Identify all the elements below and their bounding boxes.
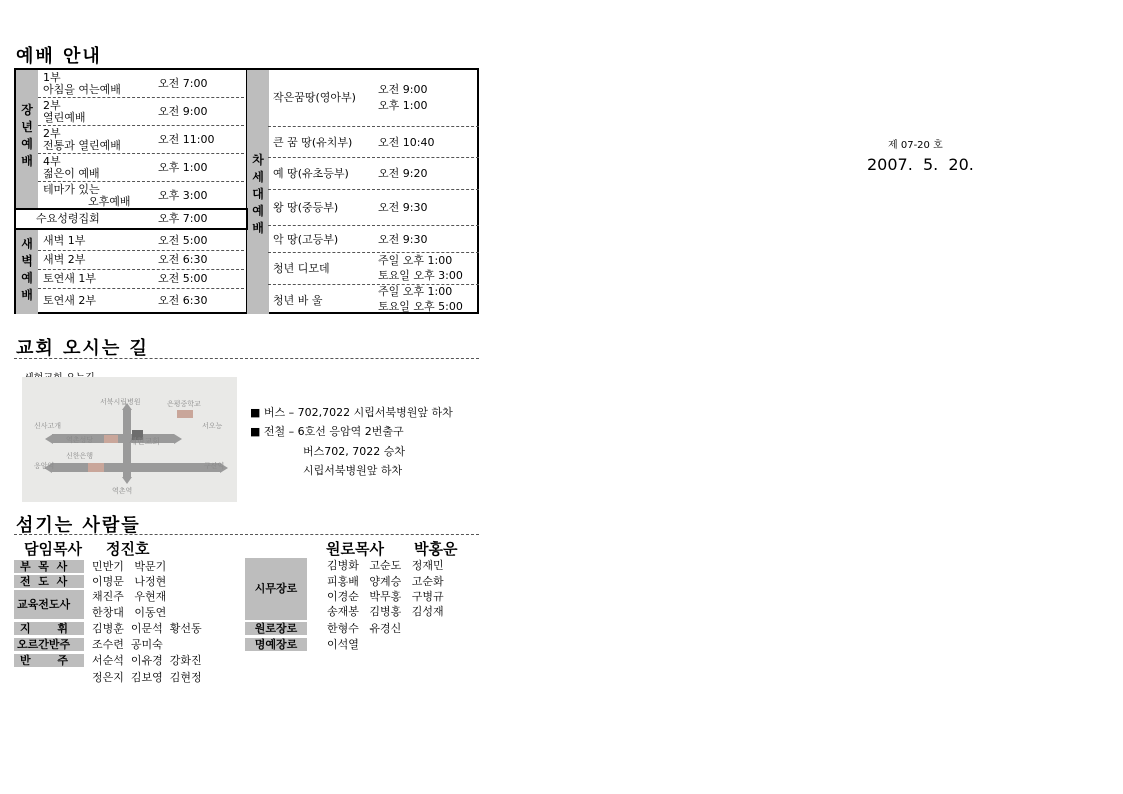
sunday-row-1-name: 아침을 여는예배 xyxy=(43,83,121,96)
staff-label-honorary-elders: 명예장로 xyxy=(245,638,307,651)
staff-value-active-elders-3: 이경순 박무홍 구병규 xyxy=(327,590,444,603)
next-gen-row-6-time1: 주일 오후 1:00 xyxy=(378,254,453,267)
map-label-church: 세현교회 xyxy=(129,437,160,446)
sunday-row-3-part: 2부 xyxy=(43,127,61,140)
dawn-row-1-time: 오전 5:00 xyxy=(158,234,208,247)
sunday-row-4-part: 4부 xyxy=(43,155,61,168)
map-label-yeokchon: 역촌역 xyxy=(112,487,133,495)
directions-section-title: 교회 오시는 길 xyxy=(16,338,149,359)
staff-label-accompanist: 반 주 xyxy=(14,654,84,667)
dawn-row-2-time: 오전 6:30 xyxy=(158,253,208,266)
next-gen-row-1-time1: 오전 9:00 xyxy=(378,83,428,96)
next-gen-row-4-time1: 오전 9:30 xyxy=(378,201,428,214)
staff-value-evangelist: 이명문 나정현 xyxy=(92,575,167,588)
subway-directions: ■ 전철 – 6호선 응암역 2번출구 xyxy=(250,425,404,438)
subway-stop-directions: 시립서북병원앞 하차 xyxy=(303,464,403,477)
sunday-row-5-part: 테마가 있는 xyxy=(43,183,100,196)
staff-value-active-elders-2: 피홍배 양계승 고순화 xyxy=(327,575,444,588)
staff-value-education-evangelist-1: 채진주 우현재 xyxy=(92,590,167,603)
staff-value-active-elders-1: 김병화 고순도 정재민 xyxy=(327,559,444,572)
senior-pastor-name: 정진호 xyxy=(106,540,150,558)
sunday-row-2-time: 오전 9:00 xyxy=(158,105,208,118)
wednesday-name: 수요성령집회 xyxy=(36,212,100,225)
staff-value-education-evangelist-2: 한창대 이동연 xyxy=(92,606,167,619)
staff-label-organist: 오르간반주 xyxy=(14,638,84,651)
next-gen-row-2-time1: 오전 10:40 xyxy=(378,136,435,149)
map-label-middle-school: 은평중학교 xyxy=(167,400,201,408)
staff-value-honorary-elders: 이석열 xyxy=(327,638,359,651)
emeritus-pastor-name: 박홍운 xyxy=(414,540,458,558)
staff-value-accompanist-2: 정은지 김보영 김현정 xyxy=(92,671,202,684)
next-gen-row-6-name: 청년 디모데 xyxy=(273,262,330,275)
staff-value-accompanist-1: 서순석 이유경 강화진 xyxy=(92,654,202,667)
dawn-row-3-name: 토연새 1부 xyxy=(43,272,96,285)
next-gen-row-1-time2: 오후 1:00 xyxy=(378,99,428,112)
next-gen-row-4-name: 왕 땅(중등부) xyxy=(273,201,339,214)
dawn-row-1-name: 새벽 1부 xyxy=(43,234,86,247)
map-label-seooreung: 서오능 xyxy=(202,422,223,430)
staff-label-associate-pastor: 부 목 사 xyxy=(14,560,84,573)
map-label-eungam: 응암역 xyxy=(34,462,55,470)
next-gen-row-3-name: 예 땅(유초등부) xyxy=(273,167,349,180)
next-gen-row-1-name: 작은꿈땅(영아부) xyxy=(273,91,356,104)
wednesday-time: 오후 7:00 xyxy=(158,212,208,225)
sunday-row-3-time: 오전 11:00 xyxy=(158,133,215,146)
church-map xyxy=(22,377,237,502)
subway-bus-directions: 버스702, 7022 승차 xyxy=(303,445,405,458)
staff-value-associate-pastor: 민반기 박문기 xyxy=(92,560,167,573)
staff-label-evangelist: 전 도 사 xyxy=(14,575,84,588)
staff-label-education-evangelist: 교육전도사 xyxy=(14,590,84,619)
sunday-row-4-name: 젊은이 예배 xyxy=(43,167,100,180)
sunday-row-5-name: 오후예배 xyxy=(88,195,131,208)
next-gen-row-5-time1: 오전 9:30 xyxy=(378,233,428,246)
sunday-row-1-time: 오전 7:00 xyxy=(158,77,208,90)
sunday-row-2-part: 2부 xyxy=(43,99,61,112)
next-gen-group-label: 차 세 대 예 배 xyxy=(252,153,264,235)
emeritus-pastor-label: 원로목사 xyxy=(326,540,384,558)
senior-pastor-label: 담임목사 xyxy=(24,540,82,558)
sunday-row-2-name: 열린예배 xyxy=(43,111,86,124)
dawn-row-4-time: 오전 6:30 xyxy=(158,294,208,307)
sunday-row-4-time: 오후 1:00 xyxy=(158,161,208,174)
dawn-row-4-name: 토연새 2부 xyxy=(43,294,96,307)
next-gen-row-7-name: 청년 바 울 xyxy=(273,294,323,307)
map-label-sinsa: 신사고개 xyxy=(34,422,62,430)
dawn-row-2-name: 새벽 2부 xyxy=(43,253,86,266)
staff-section-title: 섬기는 사람들 xyxy=(16,515,141,536)
map-label-yeokchon-church: 역촌성당 xyxy=(66,436,94,444)
staff-value-retired-elders: 한형수 유경신 xyxy=(327,622,402,635)
issue-number: 제 07-20 호 xyxy=(888,140,943,151)
map-label-shinhan: 신한은행 xyxy=(66,452,94,460)
staff-value-active-elders-4: 송재봉 김병홍 김성재 xyxy=(327,605,444,618)
sunday-row-1-part: 1부 xyxy=(43,71,61,84)
next-gen-row-2-name: 큰 꿈 땅(유치부) xyxy=(273,136,353,149)
staff-label-conductor: 지 휘 xyxy=(14,622,84,635)
next-gen-row-7-time1: 주일 오후 1:00 xyxy=(378,285,453,298)
sunday-row-5-time: 오후 3:00 xyxy=(158,189,208,202)
staff-label-active-elders: 시무장로 xyxy=(245,558,307,620)
map-label-hospital: 서북시립병원 xyxy=(100,398,141,406)
sunday-row-3-name: 전통과 열린예배 xyxy=(43,139,121,152)
map-label-gusan: 구산역 xyxy=(204,462,225,470)
staff-value-conductor: 김병훈 이문석 황선동 xyxy=(92,622,202,635)
dawn-row-3-time: 오전 5:00 xyxy=(158,272,208,285)
issue-date: 2007. 5. 20. xyxy=(867,155,974,174)
next-gen-row-3-time1: 오전 9:20 xyxy=(378,167,428,180)
bus-directions: ■ 버스 – 702,7022 시립서북병원앞 하차 xyxy=(250,406,453,419)
next-gen-row-5-name: 악 땅(고등부) xyxy=(273,233,339,246)
worship-section-title: 예배 안내 xyxy=(16,46,102,67)
next-gen-row-6-time2: 토요일 오후 3:00 xyxy=(378,269,463,282)
next-gen-row-7-time2: 토요일 오후 5:00 xyxy=(378,300,463,313)
worship-table xyxy=(14,68,479,314)
staff-label-retired-elders: 원로장로 xyxy=(245,622,307,635)
staff-value-organist: 조수련 공미숙 xyxy=(92,638,163,651)
dawn-group-label: 새 벽 예 배 xyxy=(21,237,33,302)
sunday-group-label: 장 년 예 배 xyxy=(21,103,33,168)
